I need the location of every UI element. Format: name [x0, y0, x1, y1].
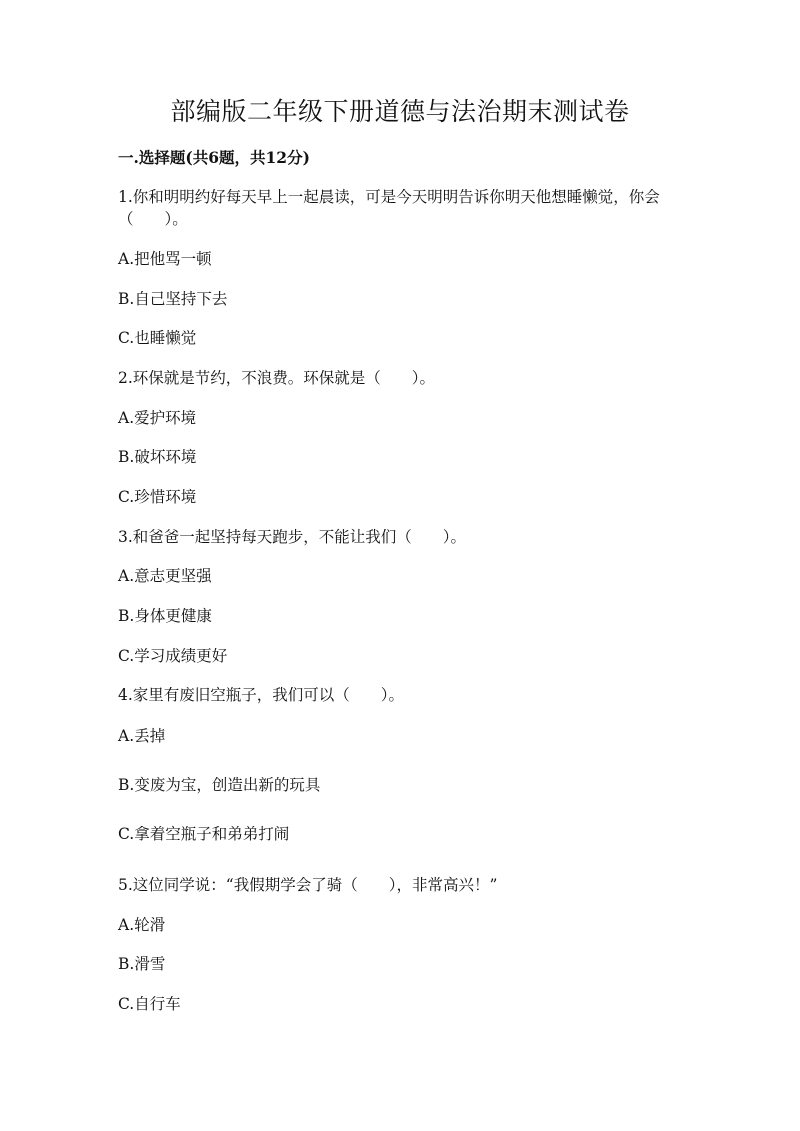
question-3-option-a: A.意志更坚强: [118, 567, 212, 585]
question-1-option-b: B.自己坚持下去: [118, 290, 228, 308]
question-3-option-c: C.学习成绩更好: [118, 647, 228, 665]
question-1-option-a: A.把他骂一顿: [118, 250, 212, 268]
section-heading: 一.选择题(共6题，共12分): [118, 148, 310, 167]
question-3-option-b: B.身体更健康: [118, 607, 212, 625]
question-2-option-b: B.破坏环境: [118, 448, 197, 466]
document-title: 部编版二年级下册道德与法治期末测试卷: [170, 97, 630, 126]
question-5-option-b: B.滑雪: [118, 955, 166, 973]
question-3-stem: 3.和爸爸一起坚持每天跑步，不能让我们（ ）。: [118, 528, 467, 546]
question-5-stem: 5.这位同学说：“我假期学会了骑（ ），非常高兴！”: [118, 876, 498, 894]
question-5-option-c: C.自行车: [118, 995, 181, 1013]
question-1-option-c: C.也睡懒觉: [118, 329, 197, 347]
question-4-option-c: C.拿着空瓶子和弟弟打闹: [118, 825, 290, 843]
question-4-stem: 4.家里有废旧空瓶子，我们可以（ ）。: [118, 686, 405, 704]
question-4-option-a: A.丢掉: [118, 727, 166, 745]
question-4-option-b: B.变废为宝，创造出新的玩具: [118, 776, 321, 794]
question-2-stem: 2.环保就是节约，不浪费。环保就是（ ）。: [118, 369, 436, 387]
question-5-option-a: A.轮滑: [118, 916, 166, 934]
question-2-option-c: C.珍惜环境: [118, 488, 197, 506]
question-2-option-a: A.爱护环境: [118, 409, 197, 427]
question-1-stem: 1.你和明明约好每天早上一起晨读，可是今天明明告诉你明天他想睡懒觉，你会（ ）。: [118, 188, 660, 228]
